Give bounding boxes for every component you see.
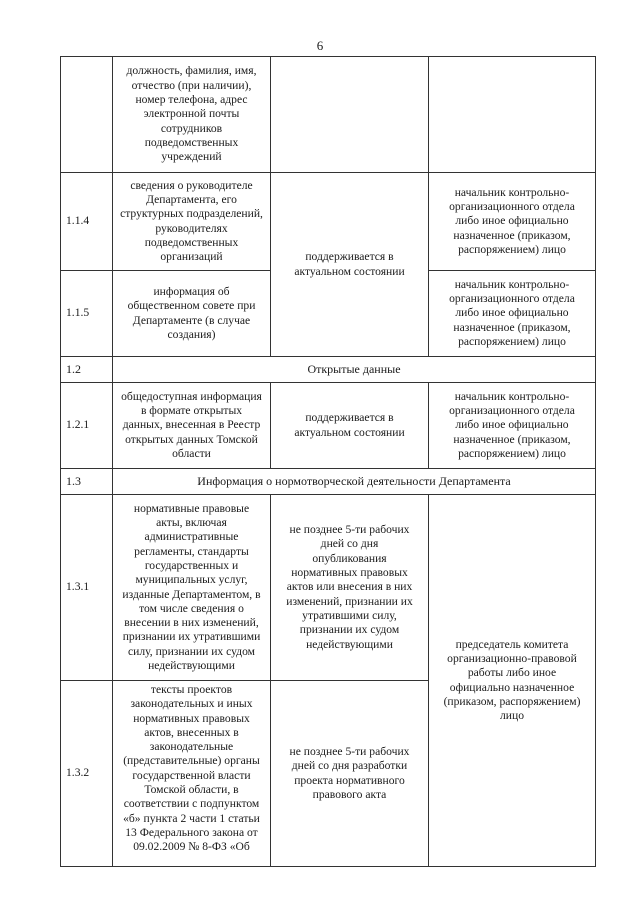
merged-term-cell: поддерживается в актуальном состоянии xyxy=(271,173,429,357)
row-number: 1.1.4 xyxy=(61,173,113,271)
row-responsible-empty xyxy=(429,57,596,173)
page-number: 6 xyxy=(316,38,324,53)
row-number: 1.1.5 xyxy=(61,271,113,357)
table-row xyxy=(61,495,596,681)
row-number xyxy=(61,57,113,173)
table-row xyxy=(61,173,596,271)
row-responsible: начальник контрольно- организационного отдела либо иное официально назначенное (приказом, распоряжением) лицо xyxy=(429,383,596,469)
row-info: нормативные правовые акты, включая административные регламенты, стандарты государственных и муниципальных услуг, изданные Департаментом, в том числе сведения о внесении в них изменений, признании их утратившими силу, признании их судом недействующими xyxy=(113,495,271,681)
row-number: 1.2.1 xyxy=(61,383,113,469)
row-responsible: начальник контрольно- организационного отдела либо иное официально назначенное (приказом, распоряжением) лицо xyxy=(429,271,596,357)
row-info: информация об общественном совете при Департаменте (в случае создания) xyxy=(113,271,271,357)
row-number: 1.3.2 xyxy=(61,681,113,867)
row-term: не позднее 5-ти рабочих дней со дня опубликования нормативных правовых актов или внесения в них изменений, признании их утратившими силу, признании их судом недействующими xyxy=(271,495,429,681)
table-row xyxy=(61,383,596,469)
section-number: 1.3 xyxy=(61,469,113,495)
row-term-empty xyxy=(271,57,429,173)
merged-responsible-cell: председатель комитета организационно-правовой работы либо иное официально назначенное (приказом, распоряжением) лицо xyxy=(429,495,596,867)
row-info: сведения о руководителе Департамента, его структурных подразделений, руководителях подведомственных организаций xyxy=(113,173,271,271)
section-row xyxy=(61,469,596,495)
row-responsible: начальник контрольно- организационного отдела либо иное официально назначенное (приказом, распоряжением) лицо xyxy=(429,173,596,271)
row-number: 1.3.1 xyxy=(61,495,113,681)
row-info: тексты проектов законодательных и иных нормативных правовых актов, внесенных в законодательные (представительные) органы государственной власти Томской области, в соответствии с подпунктом «б» пункта 2 части 1 статьи 13 Федерального закона от 09.02.2009 № 8-ФЗ «Об xyxy=(113,681,271,867)
document-table xyxy=(60,56,596,867)
section-title: Открытые данные xyxy=(113,357,596,383)
section-row xyxy=(61,357,596,383)
section-title: Информация о нормотворческой деятельности Департамента xyxy=(113,469,596,495)
row-info: должность, фамилия, имя, отчество (при наличии), номер телефона, адрес электронной почты сотрудников подведомственных учреждений xyxy=(113,57,271,173)
row-term: не позднее 5-ти рабочих дней со дня разработки проекта нормативного правового акта xyxy=(271,681,429,867)
row-term: поддерживается в актуальном состоянии xyxy=(271,383,429,469)
row-info: общедоступная информация в формате открытых данных, внесенная в Реестр открытых данных Томской области xyxy=(113,383,271,469)
section-number: 1.2 xyxy=(61,357,113,383)
table-row xyxy=(61,57,596,173)
